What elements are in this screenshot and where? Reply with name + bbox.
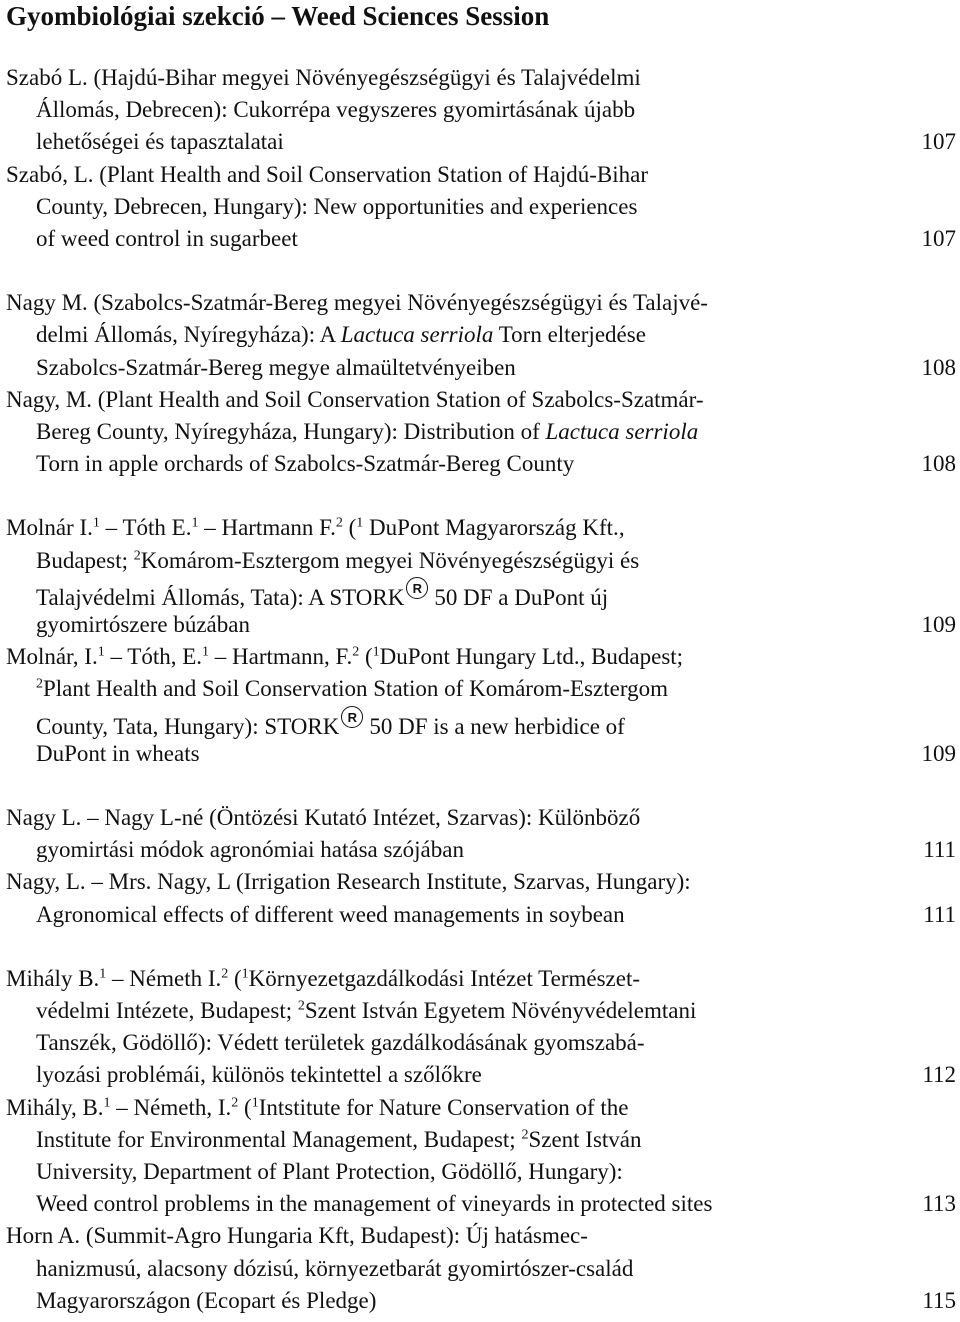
registered-trademark-icon: R	[341, 706, 363, 728]
toc-line	[0, 641, 960, 673]
text-run: gyomirtási módok agronómiai hatása szójában	[36, 837, 464, 863]
text-run: lehetőségei és tapasztalatai	[36, 129, 284, 155]
toc-line	[0, 223, 960, 255]
toc-line-text	[6, 641, 683, 673]
toc-line	[0, 1220, 960, 1252]
toc-line	[0, 609, 960, 641]
italic-term: Lactuca serriola	[545, 419, 699, 444]
text-run: Agronomical effects of different weed managements in soybean	[36, 901, 625, 927]
text-run: gyomirtószere búzában	[36, 612, 250, 637]
superscript: 1	[92, 515, 100, 531]
toc-line-text	[6, 512, 625, 544]
toc-line-text	[36, 416, 698, 448]
text-run: – Hartmann F.	[198, 515, 336, 541]
toc-line	[0, 577, 960, 609]
text-run: Nagy, M. (Plant Health and Soil Conservation Station of Szabolcs-Szatmár-	[6, 386, 704, 412]
superscript: 2	[36, 676, 43, 692]
text-run: Komárom-Esztergom megyei Növényegészségügyi és	[140, 547, 640, 573]
text-run: – Németh, I.	[110, 1094, 232, 1120]
superscript: 2	[521, 1127, 529, 1143]
text-run: DuPont Magyarország Kft.	[363, 515, 619, 541]
text-run: of weed control in sugarbeet	[36, 226, 298, 251]
page-number: 113	[922, 1191, 956, 1217]
toc-line-text	[36, 673, 668, 705]
superscript: 2	[335, 515, 343, 531]
toc-line	[0, 1285, 960, 1317]
toc-line	[0, 802, 960, 834]
toc-line-text	[36, 126, 284, 158]
toc-line-text	[36, 1124, 642, 1156]
text-run: Szent István Egyetem Növényvédelemtani	[304, 998, 697, 1023]
page-number: 109	[921, 740, 956, 766]
text-run: DuPont in wheats	[36, 740, 200, 766]
toc-line-text	[6, 159, 648, 191]
toc-line-text	[36, 834, 464, 866]
superscript: 1	[99, 966, 107, 982]
page-number: 108	[921, 451, 956, 477]
text-run: University, Department of Plant Protection, Gödöllő, Hungary):	[36, 1159, 623, 1184]
superscript: 1	[241, 966, 249, 982]
superscript: 1	[372, 644, 380, 660]
toc-line	[0, 673, 960, 705]
toc-line	[0, 448, 960, 480]
toc-line	[0, 899, 960, 931]
italic-term: Lactuca serriola	[340, 322, 494, 348]
text-run: védelmi Intézete, Budapest;	[36, 998, 298, 1023]
text-run: Intstitute for Nature Conservation of the	[258, 1094, 629, 1120]
toc-line	[0, 545, 960, 577]
toc-line-text	[36, 1156, 623, 1188]
superscript: 1	[97, 644, 105, 660]
text-run: Nagy, L. – Mrs. Nagy, L (Irrigation Research Institute, Szarvas, Hungary):	[6, 869, 691, 895]
toc-line	[0, 1253, 960, 1285]
toc-line	[0, 126, 960, 158]
toc-line	[0, 706, 960, 738]
toc-line-text	[36, 223, 298, 255]
text-run: Szabolcs-Szatmár-Bereg megye almaültetvényeiben	[36, 354, 516, 380]
text-run: Szabó, L. (Plant Health and Soil Conservation Station of Hajdú-Bihar	[6, 161, 648, 187]
toc-line-text	[36, 545, 639, 577]
superscript: 1	[103, 1094, 111, 1110]
text-run: Plant Health and Soil Conservation Station of Komárom-Esztergom	[43, 676, 668, 702]
text-run: Weed control problems in the management of vineyards in protected sites	[36, 1191, 713, 1217]
text-run: Institute for Environmental Management, Budapest;	[36, 1126, 522, 1152]
superscript: 1	[251, 1094, 259, 1110]
toc-line	[0, 1059, 960, 1091]
text-run: (	[359, 644, 373, 670]
page-number: 111	[923, 837, 956, 863]
toc-line	[0, 287, 960, 319]
toc-line	[0, 1027, 960, 1059]
toc-line-text	[6, 1220, 588, 1252]
text-run: (	[342, 515, 357, 541]
text-run: (	[238, 1094, 252, 1120]
toc-line-text	[36, 1253, 633, 1285]
toc-line-text	[36, 191, 637, 223]
text-run: Budapest;	[36, 547, 134, 573]
superscript: 2	[133, 547, 141, 563]
text-run: DuPont Hungary Ltd., Budapest;	[379, 644, 684, 670]
text-run: Torn elterjedése	[493, 322, 646, 348]
page-number: 108	[921, 354, 956, 380]
toc-line-text	[36, 448, 574, 480]
superscript: 1	[356, 515, 364, 531]
toc-line-text	[6, 384, 704, 416]
toc-line-text	[36, 899, 625, 931]
superscript: 2	[352, 644, 360, 660]
text-run: Nagy M. (Szabolcs-Szatmár-Bereg megyei Növényegészségügyi és Talajvé-	[6, 290, 708, 316]
text-run: Horn A. (Summit-Agro Hungaria Kft, Budapest): Új hatásmec-	[6, 1223, 588, 1249]
page-number: 107	[921, 129, 956, 155]
toc-line-text	[36, 1059, 482, 1091]
toc-line	[0, 834, 960, 866]
toc-line	[0, 191, 960, 223]
text-run: Talajvédelmi Állomás, Tata): A STORK	[36, 584, 405, 610]
superscript: 2	[221, 966, 229, 982]
toc-line-text	[6, 963, 640, 995]
toc-line	[0, 512, 960, 544]
text-run: (	[228, 965, 242, 991]
page-number: 115	[922, 1287, 956, 1313]
text-run: Molnár, I.	[6, 644, 98, 670]
toc-line	[0, 62, 960, 94]
toc-line	[0, 866, 960, 898]
text-run: 50 DF a DuPont új	[434, 584, 609, 610]
toc-line	[0, 352, 960, 384]
toc-line	[0, 1156, 960, 1188]
toc-line	[0, 738, 960, 770]
toc-line	[0, 159, 960, 191]
text-run: – Hartmann, F.	[209, 644, 353, 670]
toc-line	[0, 1092, 960, 1124]
toc-line-text	[36, 1188, 712, 1220]
toc-line	[0, 963, 960, 995]
text-run: Tanszék, Gödöllő): Védett területek gazdálkodásának gyomszabá-	[36, 1030, 645, 1056]
toc-line-text	[36, 1285, 376, 1317]
page-number: 109	[921, 612, 956, 637]
text-run: – Tóth E.	[99, 515, 192, 541]
page-number: 112	[922, 1062, 956, 1088]
text-run: Molnár I.	[6, 515, 93, 541]
text-run: Állomás, Debrecen): Cukorrépa vegyszeres gyomirtásának újabb	[36, 97, 636, 123]
toc-line	[0, 1188, 960, 1220]
toc-line	[0, 94, 960, 126]
toc-line-text	[6, 1092, 629, 1124]
toc-line-text	[36, 94, 635, 126]
text-run: Torn in apple orchards of Szabolcs-Szatmár-Bereg County	[36, 451, 575, 477]
page-number: 107	[921, 226, 956, 251]
text-run: County, Tata, Hungary): STORK	[36, 713, 340, 739]
toc-line-text	[6, 802, 640, 834]
text-run: Környezetgazdálkodási Intézet Természet-	[248, 965, 640, 991]
superscript: 2	[297, 998, 305, 1014]
superscript: 2	[231, 1094, 239, 1110]
text-run: – Tóth, E.	[104, 644, 203, 670]
toc-line-text	[6, 62, 641, 94]
toc-line-text	[36, 995, 696, 1027]
toc-line-text	[6, 866, 691, 898]
registered-trademark-icon: R	[406, 577, 428, 599]
text-run: Nagy L. – Nagy L-né (Öntözési Kutató Intézet, Szarvas): Különböző	[6, 805, 641, 830]
page-title: Gyombiológiai szekció – Weed Sciences Session	[6, 1, 550, 31]
toc-line	[0, 384, 960, 416]
toc-line-text	[36, 352, 516, 384]
page-number: 111	[923, 901, 956, 927]
text-run: 50 DF is a new herbidice of	[369, 713, 625, 739]
toc-line	[0, 319, 960, 351]
superscript: 1	[202, 644, 210, 660]
text-run: County, Debrecen, Hungary): New opportunities and experiences	[36, 193, 638, 219]
text-run: Mihály B.	[6, 965, 100, 991]
text-run: – Németh I.	[106, 965, 222, 991]
text-run: Szabó L. (Hajdú-Bihar megyei Növényegészségügyi és Talajvédelmi	[6, 65, 641, 90]
text-run: lyozási problémái, különös tekintettel a szőlőkre	[36, 1062, 482, 1088]
toc-line-text	[6, 287, 708, 319]
toc-line	[0, 995, 960, 1027]
toc-line	[0, 1124, 960, 1156]
text-run: delmi Állomás, Nyíregyháza): A	[36, 322, 341, 348]
toc-line-text	[36, 1027, 645, 1059]
text-run: ,	[618, 515, 625, 541]
text-run: Bereg County, Nyíregyháza, Hungary): Distribution of	[36, 419, 546, 444]
toc-line-text	[36, 319, 646, 351]
text-run: Szent István	[528, 1126, 642, 1152]
superscript: 1	[191, 515, 199, 531]
toc-line-text	[36, 609, 250, 641]
toc-line	[0, 416, 960, 448]
toc-line-text	[36, 738, 200, 770]
text-run: Magyarországon (Ecopart és Pledge)	[36, 1287, 377, 1313]
text-run: hanizmusú, alacsony dózisú, környezetbarát gyomirtószer-család	[36, 1255, 634, 1281]
text-run: Mihály, B.	[6, 1094, 104, 1120]
